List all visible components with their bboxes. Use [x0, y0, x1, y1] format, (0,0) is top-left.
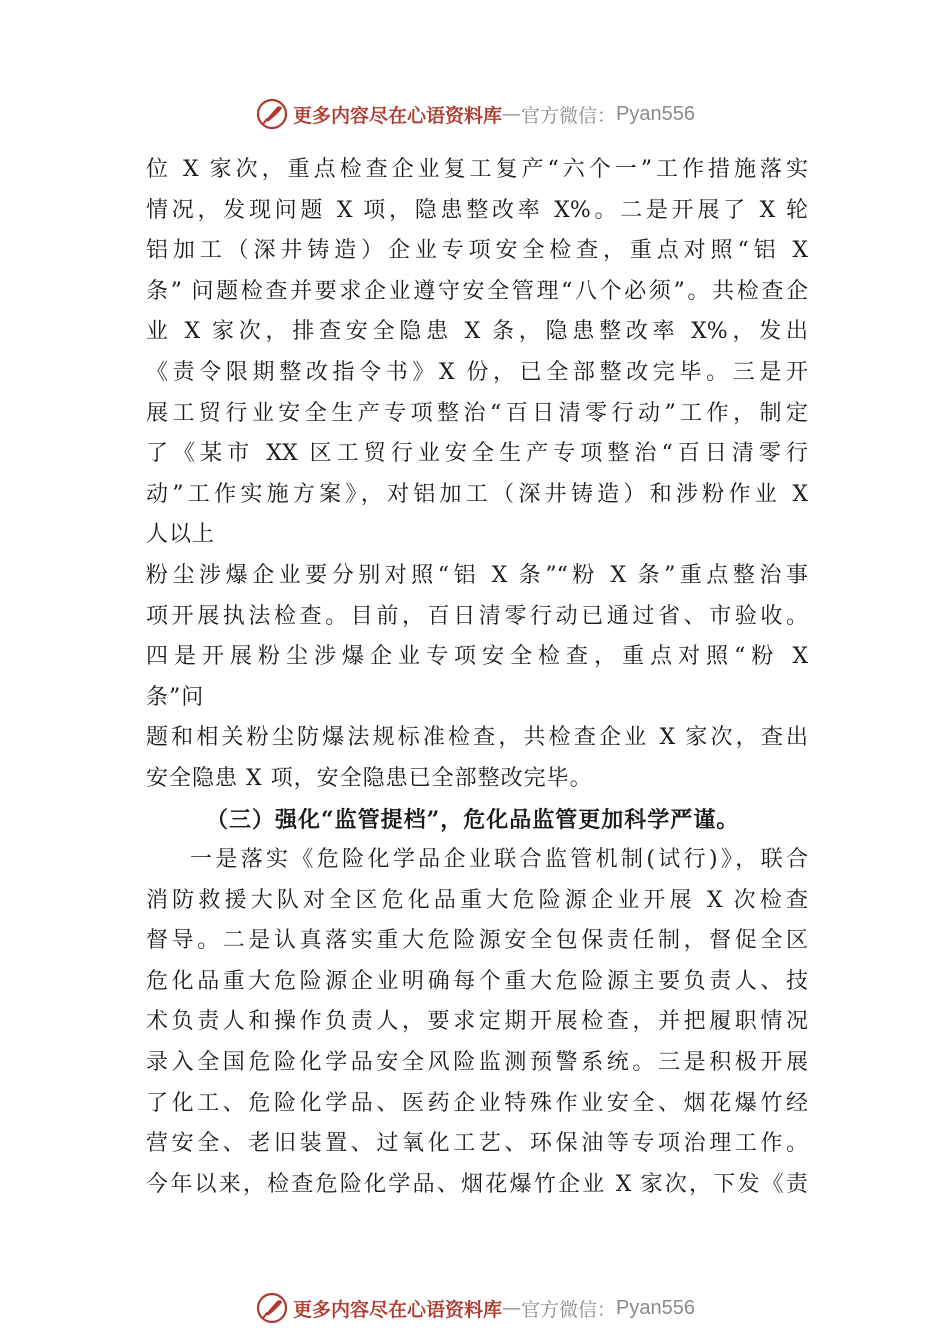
text-line [146, 312, 808, 353]
text-line-content: 安全隐患 X 项，安全隐患已全部整改完毕。 [146, 765, 593, 791]
text-line [146, 840, 808, 881]
text-line-content: 四是开展粉尘涉爆企业专项安全检查，重点对照“粉 X [146, 644, 808, 670]
banner-wechat-label: 官方微信： [521, 104, 617, 127]
text-line-content: 展工贸行业安全生产专项整治“百日清零行动”工作，制定 [146, 400, 808, 426]
text-line-content: 消防救援大队对全区危化品重大危险源企业开展 X 次检查 [146, 887, 808, 913]
text-line [146, 1043, 808, 1084]
text-line [146, 394, 808, 435]
text-line-content: 术负责人和操作负责人，要求定期开展检查，并把履职情况 [146, 1009, 808, 1035]
text-line [146, 1002, 808, 1043]
text-line [146, 597, 808, 638]
document-body [146, 150, 808, 1205]
text-line [146, 637, 808, 678]
text-line-content: 了化工、危险化学品、医药企业特殊作业安全、烟花爆竹经 [146, 1090, 808, 1116]
text-line [146, 718, 808, 759]
banner-wechat-id: Pyan556 [616, 1296, 695, 1319]
quill-logo-icon [255, 97, 289, 131]
text-line [146, 1084, 808, 1125]
text-line [146, 515, 808, 556]
text-line-content: 了《某市 XX 区工贸行业安全生产专项整治“百日清零行 [146, 441, 808, 467]
text-line [146, 150, 808, 191]
text-line-content: 位 X 家次，重点检查企业复工复产“六个一”工作措施落实 [146, 157, 808, 182]
text-line-content: （三）强化“监管提档”，危化品监管更加科学严谨。 [206, 806, 740, 833]
text-line [146, 678, 808, 719]
text-line-content: 录入全国危险化学品安全风险监测预警系统。三是积极开展 [146, 1050, 808, 1076]
text-line-content: 条”问 [146, 684, 205, 710]
text-line [146, 191, 808, 232]
text-line [146, 962, 808, 1003]
text-line [146, 434, 808, 475]
text-line-content: 情况，发现问题 X 项，隐患整改率 X%。二是开展了 X 轮 [146, 197, 808, 223]
banner-title: 更多内容尽在心语资料库 [293, 1298, 503, 1321]
text-line [146, 353, 808, 394]
text-line-content: 营安全、老旧装置、过氧化工艺、环保油等专项治理工作。 [146, 1131, 808, 1157]
text-line [146, 231, 808, 272]
text-line [146, 1165, 808, 1206]
text-line-content: 一是落实《危险化学品企业联合监管机制(试行)》，联合 [190, 847, 808, 873]
text-line-content: 题和相关粉尘防爆法规标准检查，共检查企业 X 家次，查出 [146, 725, 808, 751]
text-line [146, 272, 808, 313]
footer-banner [0, 1288, 950, 1328]
text-line-content: 动”工作实施方案》，对铝加工（深井铸造）和涉粉作业 X [146, 481, 808, 507]
header-banner [0, 94, 950, 134]
text-line [146, 759, 808, 800]
text-line [146, 475, 808, 516]
quill-logo-icon [255, 1291, 289, 1325]
text-line [146, 556, 808, 597]
text-line-content: 人以上 [146, 522, 216, 548]
text-line [146, 1124, 808, 1165]
text-line-content: 条” 问题检查并要求企业遵守安全管理“八个必须”。共检查企 [146, 278, 808, 304]
text-line-content: 督导。二是认真落实重大危险源安全包保责任制，督促全区 [146, 928, 808, 954]
banner-separator: — [502, 103, 522, 125]
text-line [146, 881, 808, 922]
banner-wechat-label: 官方微信： [521, 1298, 617, 1321]
text-line-content: 危化品重大危险源企业明确每个重大危险源主要负责人、技 [146, 968, 808, 994]
text-line [146, 921, 808, 962]
text-line-content: 粉尘涉爆企业要分别对照“铝 X 条”“粉 X 条”重点整治事 [146, 562, 808, 588]
text-line-content: 铝加工（深井铸造）企业专项安全检查，重点对照“铝 X [146, 238, 808, 264]
text-line-content: 今年以来，检查危险化学品、烟花爆竹企业 X 家次，下发《责 [146, 1171, 808, 1197]
text-line-content: 项开展执法检查。目前，百日清零行动已通过省、市验收。 [146, 603, 808, 629]
section-heading [146, 800, 808, 841]
text-line-content: 《责令限期整改指令书》X 份，已全部整改完毕。三是开 [146, 359, 808, 385]
banner-separator: — [502, 1297, 522, 1319]
text-line-content: 业 X 家次，排查安全隐患 X 条，隐患整改率 X%，发出 [146, 319, 808, 345]
banner-wechat-id: Pyan556 [616, 102, 695, 125]
banner-title: 更多内容尽在心语资料库 [293, 104, 503, 127]
